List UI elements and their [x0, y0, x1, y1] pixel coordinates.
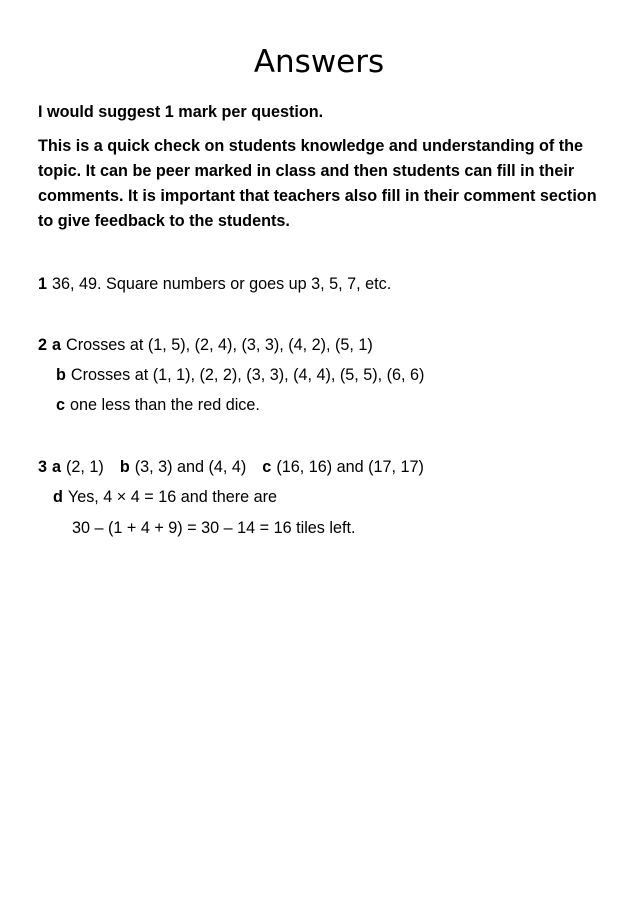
answer-text: (2, 1) [66, 458, 104, 476]
answer-text: 36, 49. Square numbers or goes up 3, 5, 7, etc. [52, 275, 392, 293]
answer-3d-continued: 30 – (1 + 4 + 9) = 30 – 14 = 16 tiles left. [72, 519, 356, 537]
part-label: c [56, 396, 66, 414]
answer-text: Crosses at (1, 1), (2, 2), (3, 3), (4, 4), (5, 5), (6, 6) [70, 366, 425, 384]
question-number: 1 [38, 275, 48, 293]
question-number: 3 [38, 458, 48, 476]
part-label: d [53, 488, 63, 506]
mark-note: I would suggest 1 mark per question. [38, 103, 324, 121]
part-label: b [56, 366, 66, 384]
answer-2c [56, 394, 260, 416]
answer-text: (16, 16) and (17, 17) [276, 458, 424, 476]
answer-2b [56, 364, 424, 386]
answer-text: one less than the red dice. [70, 396, 260, 414]
answer-text: Crosses at (1, 5), (2, 4), (3, 3), (4, 2), (5, 1) [66, 336, 373, 354]
intro-description: This is a quick check on students knowledge and understanding of the topic. It can be peer marked in class and then students can fill in their comments. It is important that teachers also fill in their comment section to give feedback to the students. [38, 137, 597, 230]
answer-3abc [38, 456, 424, 478]
answer-2a [38, 334, 373, 356]
part-label: a [52, 336, 62, 354]
part-label: b [119, 458, 130, 476]
answer-text: Yes, 4 × 4 = 16 and there are [67, 488, 277, 506]
part-label: a [52, 458, 62, 476]
page-title: Answers [253, 44, 385, 80]
part-label: c [262, 458, 272, 476]
answer-text: (3, 3) and (4, 4) [134, 458, 247, 476]
answer-1 [38, 273, 391, 295]
question-number: 2 [38, 336, 48, 354]
answer-3d [53, 486, 277, 508]
